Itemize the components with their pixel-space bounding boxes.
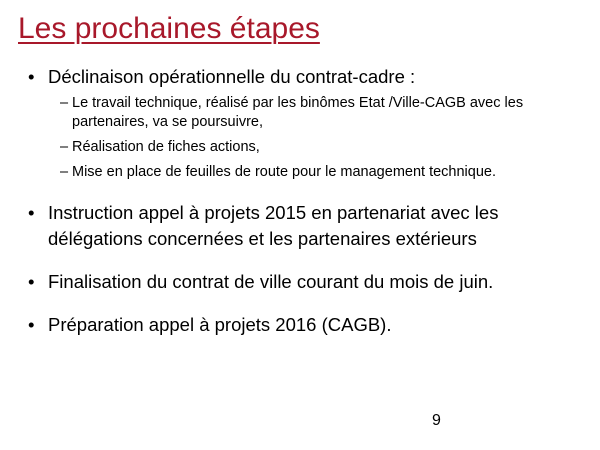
bullet-text: Finalisation du contrat de ville courant du mois de juin. [48,271,494,292]
bullet-text: Instruction appel à projets 2015 en partenariat avec les délégations concernées et les partenaires extérieurs [48,202,499,249]
bullet-item [28,200,594,252]
bullet-item [28,269,594,295]
sub-item: – Réalisation de fiches actions, [60,138,594,157]
slide-title: Les prochaines étapes [18,12,320,45]
bullet-text: Préparation appel à projets 2016 (CAGB). [48,314,392,335]
bullet-item [28,312,594,338]
sub-list [28,94,594,182]
slide-content [28,62,594,338]
sub-item: – Mise en place de feuilles de route pour le management technique. [60,163,594,182]
bullet-item [28,64,594,90]
page-number: 9 [432,412,441,429]
bullet-text: Déclinaison opérationnelle du contrat-cadre : [48,66,416,87]
sub-item: – Le travail technique, réalisé par les binômes Etat /Ville-CAGB avec les partenaires, va se poursuivre, [60,94,594,132]
